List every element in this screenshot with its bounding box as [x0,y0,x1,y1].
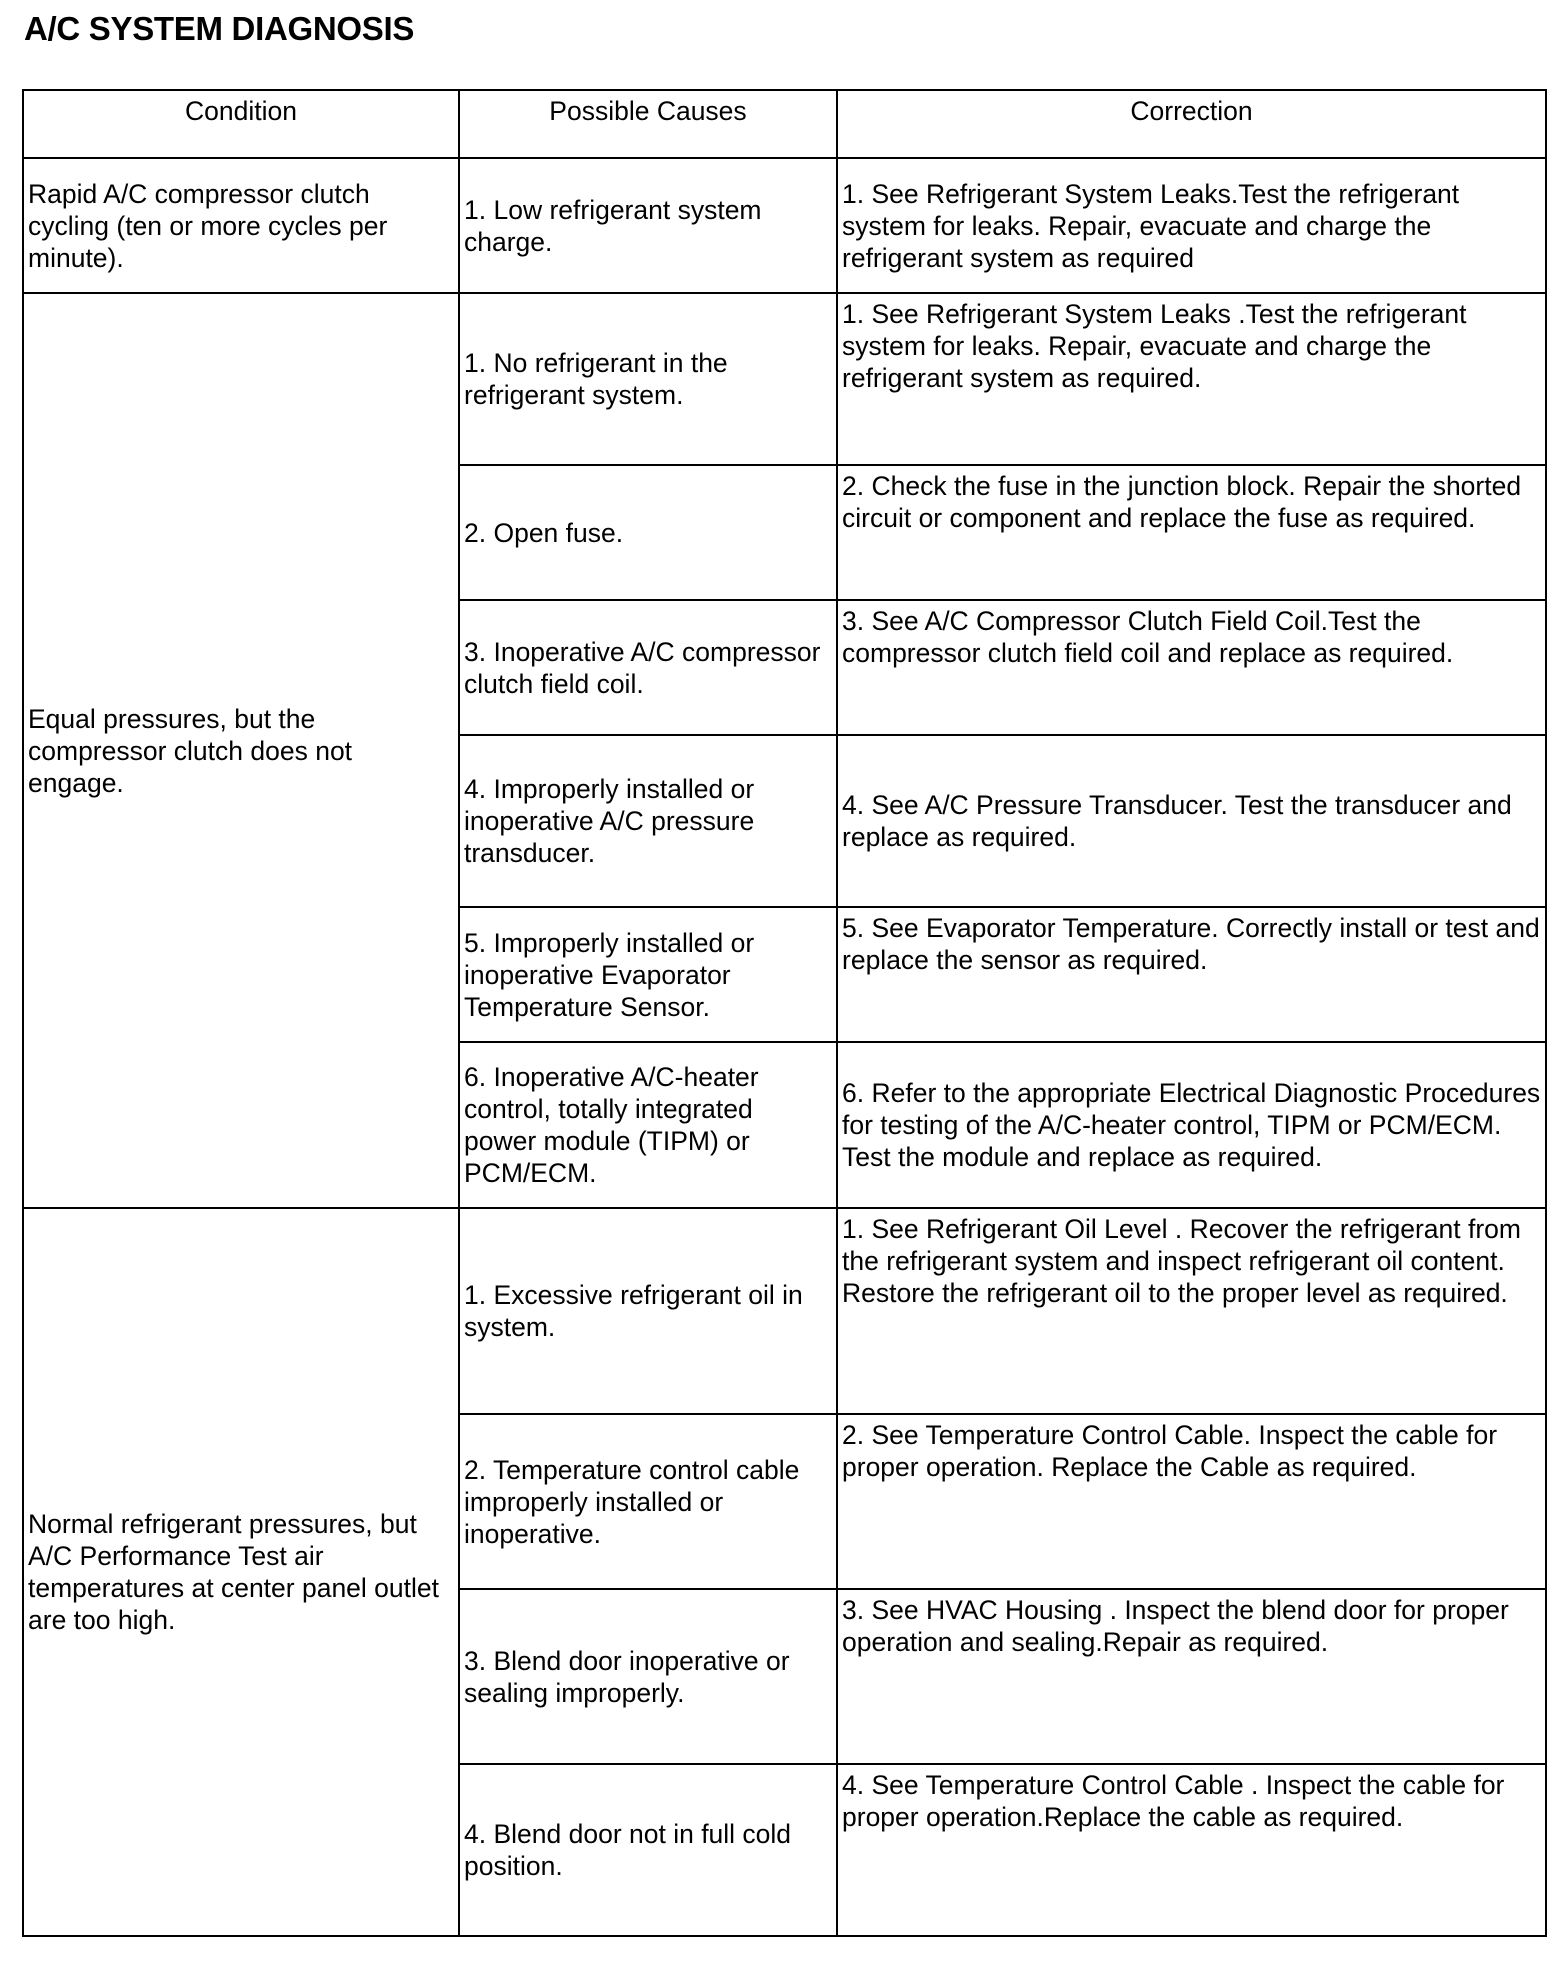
cause-cell: 2. Open fuse. [459,465,837,600]
condition-cell: Normal refrigerant pressures, but A/C Performance Test air temperatures at center panel outlet are too high. [23,1208,459,1936]
table-row [23,158,1546,293]
correction-cell: 4. See Temperature Control Cable . Inspect the cable for proper operation.Replace the cable as required. [837,1764,1546,1936]
table-row [23,293,1546,465]
correction-cell: 2. See Temperature Control Cable. Inspect the cable for proper operation. Replace the Cable as required. [837,1414,1546,1589]
cause-cell: 3. Blend door inoperative or sealing improperly. [459,1589,837,1764]
header-possible-causes: Possible Causes [459,90,837,158]
cause-cell: 1. No refrigerant in the refrigerant system. [459,293,837,465]
diagnosis-table [22,89,1547,1937]
table-header-row [23,90,1546,158]
correction-cell: 1. See Refrigerant Oil Level . Recover the refrigerant from the refrigerant system and inspect refrigerant oil content. Restore the refrigerant oil to the proper level as required. [837,1208,1546,1414]
page-title: A/C SYSTEM DIAGNOSIS [24,10,415,47]
cause-cell: 4. Improperly installed or inoperative A/C pressure transducer. [459,735,837,907]
cause-cell: 1. Excessive refrigerant oil in system. [459,1208,837,1414]
cause-cell: 6. Inoperative A/C-heater control, totally integrated power module (TIPM) or PCM/ECM. [459,1042,837,1208]
condition-cell: Equal pressures, but the compressor clutch does not engage. [23,293,459,1208]
cause-cell: 2. Temperature control cable improperly installed or inoperative. [459,1414,837,1589]
correction-cell: 5. See Evaporator Temperature. Correctly install or test and replace the sensor as required. [837,907,1546,1042]
table-row [23,1208,1546,1414]
correction-cell: 3. See A/C Compressor Clutch Field Coil.Test the compressor clutch field coil and replace as required. [837,600,1546,735]
header-correction: Correction [837,90,1546,158]
cause-cell: 1. Low refrigerant system charge. [459,158,837,293]
cause-cell: 4. Blend door not in full cold position. [459,1764,837,1936]
header-condition: Condition [23,90,459,158]
correction-cell: 3. See HVAC Housing . Inspect the blend door for proper operation and sealing.Repair as required. [837,1589,1546,1764]
cause-cell: 3. Inoperative A/C compressor clutch field coil. [459,600,837,735]
correction-cell: 1. See Refrigerant System Leaks.Test the refrigerant system for leaks. Repair, evacuate and charge the refrigerant system as required [837,158,1546,293]
correction-cell: 1. See Refrigerant System Leaks .Test the refrigerant system for leaks. Repair, evacuate and charge the refrigerant system as required. [837,293,1546,465]
cause-cell: 5. Improperly installed or inoperative Evaporator Temperature Sensor. [459,907,837,1042]
correction-cell: 6. Refer to the appropriate Electrical Diagnostic Procedures for testing of the A/C-heater control, TIPM or PCM/ECM. Test the module and replace as required. [837,1042,1546,1208]
correction-cell: 4. See A/C Pressure Transducer. Test the transducer and replace as required. [837,735,1546,907]
correction-cell: 2. Check the fuse in the junction block. Repair the shorted circuit or component and replace the fuse as required. [837,465,1546,600]
condition-cell: Rapid A/C compressor clutch cycling (ten or more cycles per minute). [23,158,459,293]
